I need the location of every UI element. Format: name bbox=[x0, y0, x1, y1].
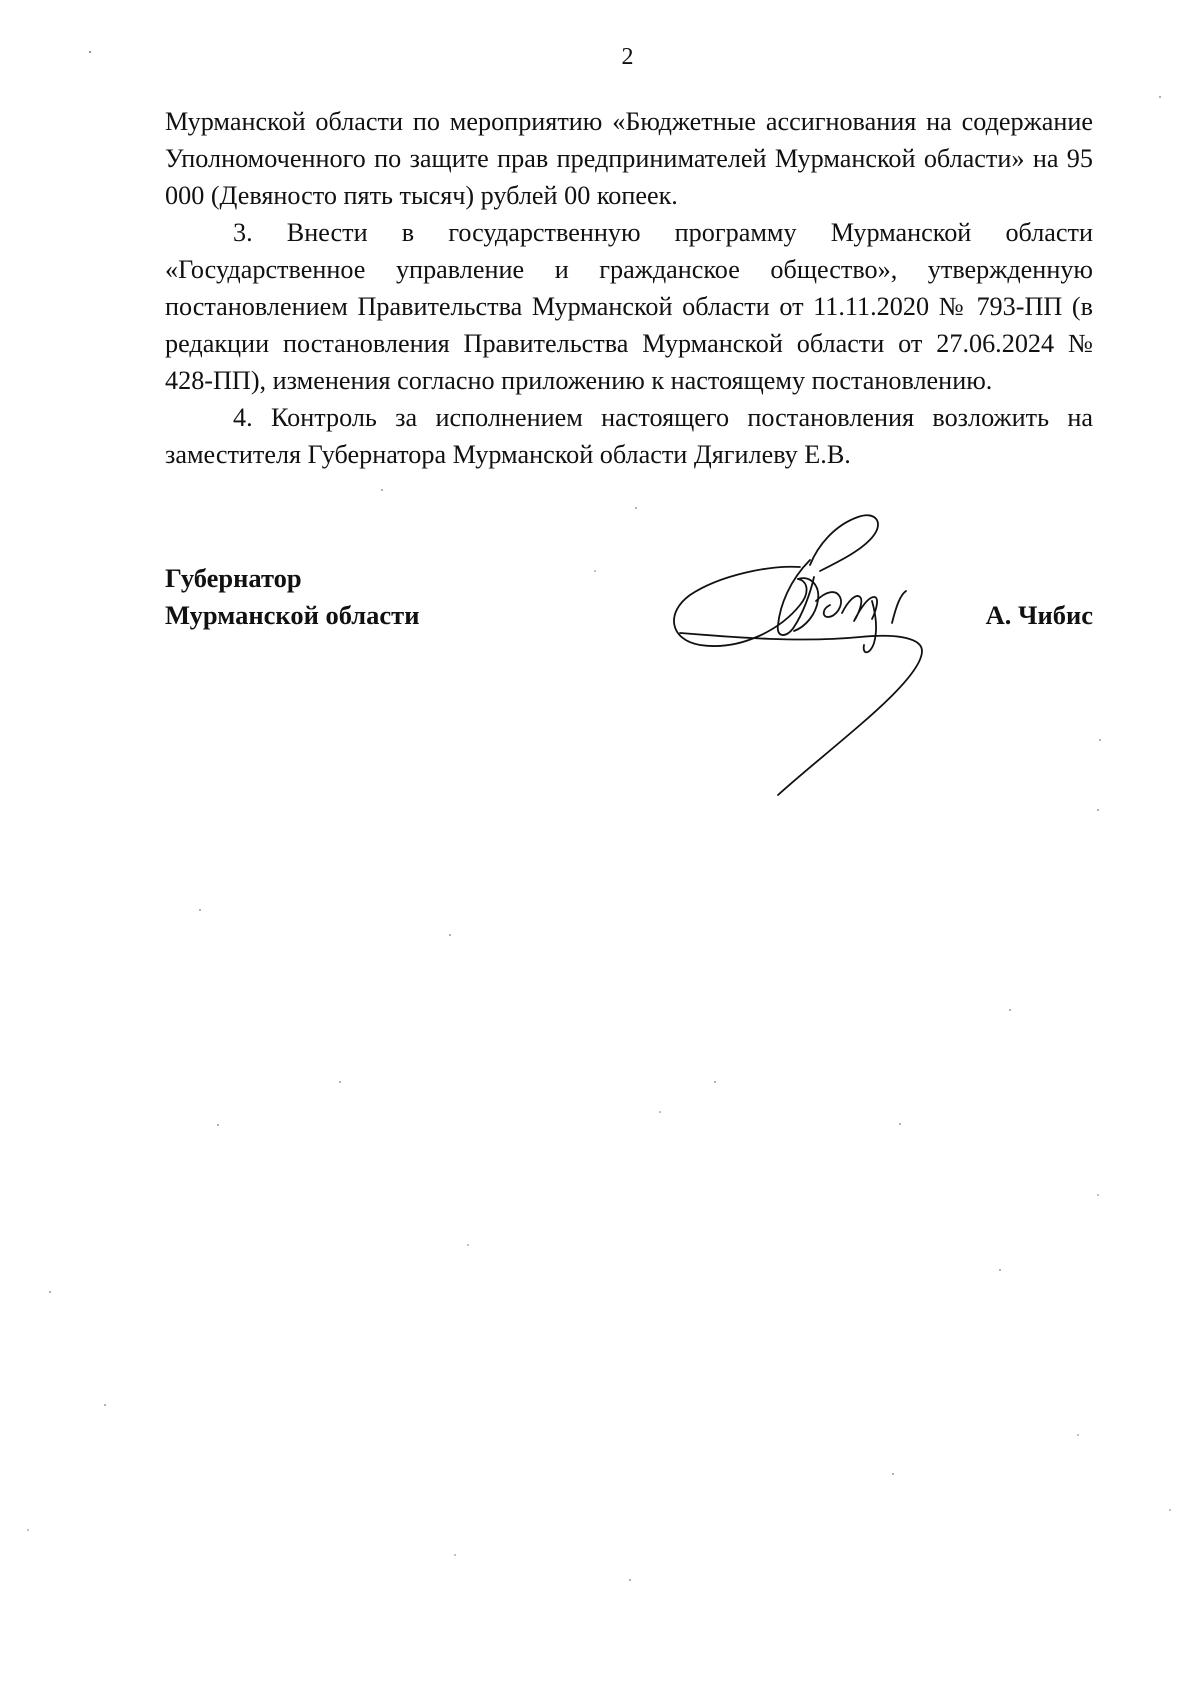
paragraph-continuation: Мурманской области по мероприятию «Бюджетные ассигнования на содержание Уполномоченного по защите прав предпринимателей Мурманской области» на 95 000 (Девяносто пять тысяч) рублей 00 копеек. bbox=[165, 107, 1093, 210]
paragraph-item-4: 4. Контроль за исполнением настоящего постановления возложить на заместителя Губернатора Мурманской области Дягилеву Е.В. bbox=[165, 403, 1093, 469]
signatory-region: Мурманской области bbox=[165, 600, 420, 630]
signatory-title: Губернатор bbox=[165, 563, 302, 593]
document-body bbox=[165, 103, 1093, 473]
paragraph-item-3: 3. Внести в государственную программу Мурманской области «Государственное управление и гражданское общество», утвержденную постановлением Правительства Мурманской области от 11.11.2020 № 793-ПП (в редакции постановления Правительства Мурманской области от 27.06.2024 № 428-ПП), изменения согласно приложению к настоящему постановлению. bbox=[165, 218, 1093, 395]
page-number: 2 bbox=[621, 44, 634, 70]
handwritten-signature bbox=[660, 505, 980, 805]
signatory-name: А. Чибис bbox=[985, 600, 1093, 630]
